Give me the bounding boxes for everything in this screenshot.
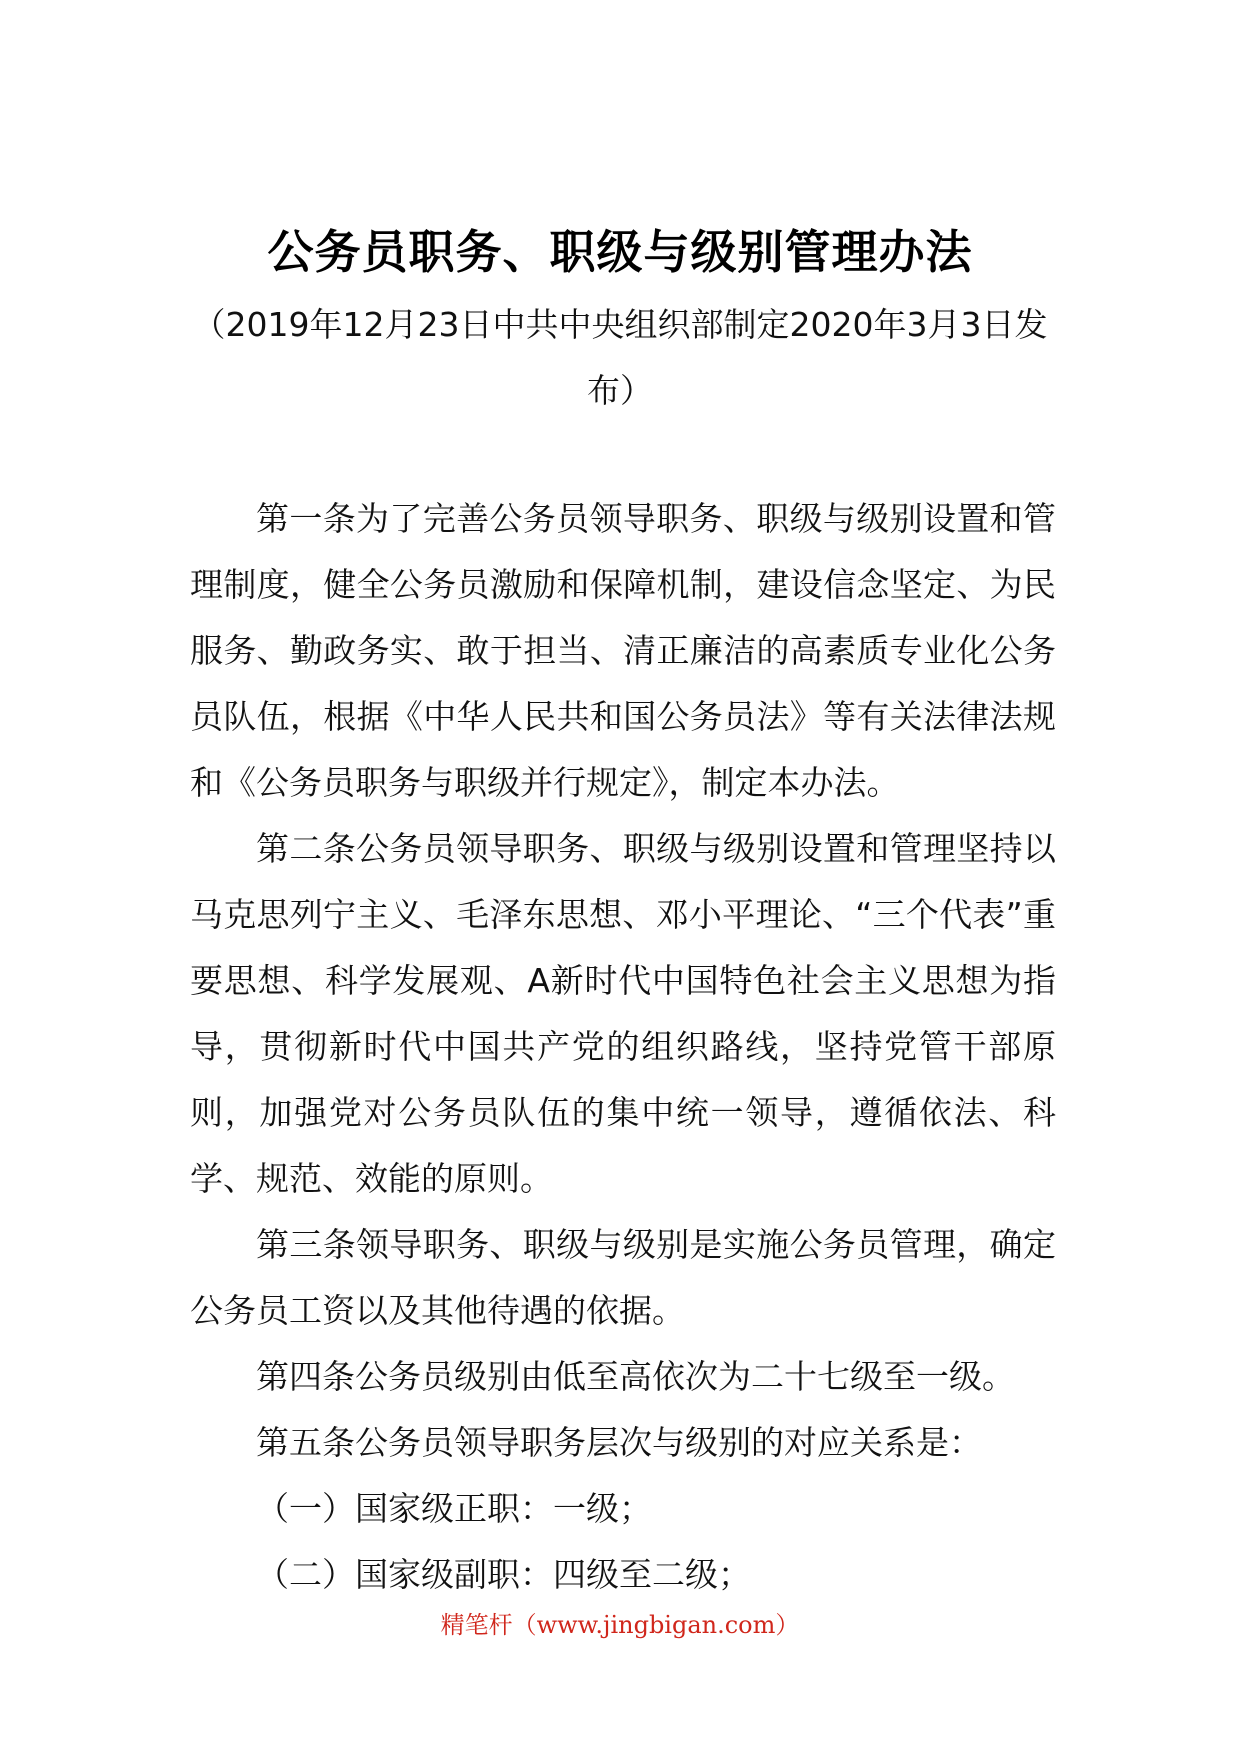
footer-watermark: 精笔杆（www.jingbigan.com） (440, 1611, 800, 1639)
article-3: 第三条领导职务、职级与级别是实施公务员管理，确定公务员工资以及其他待遇的依据。 (190, 1225, 1056, 1330)
document-body (190, 486, 1056, 1608)
article-5: 第五条公务员领导职务层次与级别的对应关系是： (256, 1423, 982, 1462)
article-2: 第二条公务员领导职务、职级与级别设置和管理坚持以马克思列宁主义、毛泽东思想、邓小平理论、“三个代表”重要思想、科学发展观、A新时代中国特色社会主义思想为指导，贯彻新时代中国共产党的组织路线，坚持党管干部原则，加强党对公务员队伍的集中统一领导，遵循依法、科学、规范、效能的原则。 (190, 829, 1056, 1198)
list-item: （一）国家级正职：一级； (256, 1489, 652, 1528)
article-1: 第一条为了完善公务员领导职务、职级与级别设置和管理制度，健全公务员激励和保障机制，建设信念坚定、为民服务、勤政务实、敢于担当、清正廉洁的高素质专业化公务员队伍，根据《中华人民共和国公务员法》等有关法律法规和《公务员职务与职级并行规定》，制定本办法。 (190, 499, 1056, 802)
article-4: 第四条公务员级别由低至高依次为二十七级至一级。 (256, 1357, 1015, 1396)
document-title: 公务员职务、职级与级别管理办法 (267, 225, 973, 279)
document-subtitle: （2019年12月23日中共中央组织部制定2020年3月3日发布） (192, 305, 1048, 410)
list-item: （二）国家级副职：四级至二级； (256, 1555, 751, 1594)
